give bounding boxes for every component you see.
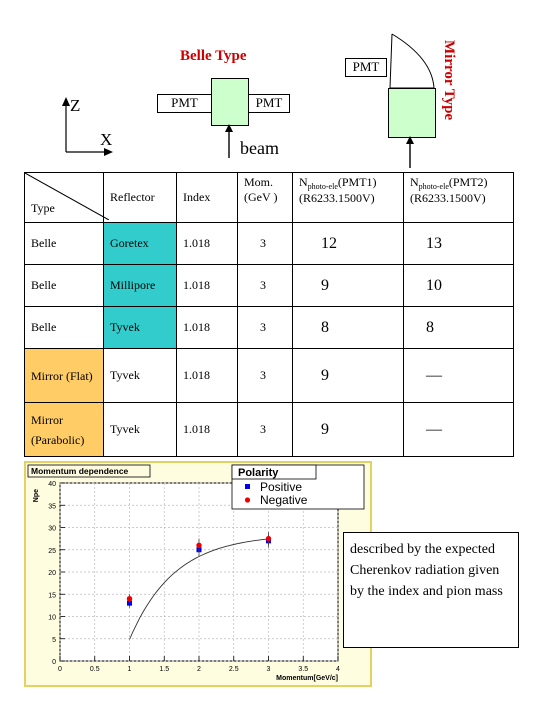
legend-marker-negative (245, 497, 250, 502)
y-tick-label: 35 (48, 503, 56, 511)
cell-index: 1.018 (177, 223, 238, 265)
pmt1-n: N (299, 175, 308, 189)
cell-type: Belle (25, 265, 104, 307)
cell-type: Belle (25, 307, 104, 349)
pmt1-sub: photo-ele (307, 182, 338, 191)
table-row (25, 403, 514, 457)
x-tick-label: 3 (266, 666, 271, 673)
beam-arrow-icon (220, 124, 240, 160)
cell-reflector: Tyvek (104, 403, 177, 457)
axis-x-label: X (100, 130, 113, 149)
note-box: described by the expected Cherenkov radiation given by the index and pion mass (343, 532, 519, 648)
y-tick-label: 0 (52, 659, 56, 666)
beam-label: beam (240, 138, 279, 158)
mirror-curve-icon (388, 28, 438, 92)
pmt2-model: (R6233.1500V) (410, 191, 486, 205)
momentum-chart (24, 461, 372, 687)
y-tick-label: 20 (48, 570, 56, 577)
cell-index: 1.018 (177, 349, 238, 403)
x-tick-label: 0 (58, 666, 62, 673)
x-tick-label: 2 (197, 666, 201, 673)
x-tick-label: 0.5 (89, 666, 100, 673)
header-type (25, 173, 104, 223)
cell-reflector: Tyvek (104, 307, 177, 349)
cell-pmt1: 9 (293, 265, 404, 307)
cell-pmt2: — (404, 403, 514, 457)
legend-label: Positive (260, 480, 303, 494)
table-header-row (25, 173, 514, 223)
mirror-radiator-block (388, 88, 436, 138)
cell-reflector: Goretex (104, 223, 177, 265)
cell-pmt2: 10 (404, 265, 514, 307)
results-table (24, 172, 514, 457)
cell-type: Mirror (Flat) (25, 349, 104, 403)
data-point-negative (127, 596, 132, 601)
x-tick-label: 1.5 (159, 666, 170, 673)
chart-title: Momentum dependence (31, 466, 129, 476)
pmt-label: PMT (255, 95, 283, 110)
pmt-label: PMT (352, 59, 380, 74)
cell-type: Belle (25, 223, 104, 265)
cell-index: 1.018 (177, 307, 238, 349)
cell-pmt1: 8 (293, 307, 404, 349)
table-row (25, 265, 514, 307)
table-row (25, 349, 514, 403)
y-tick-label: 25 (48, 547, 56, 555)
cell-pmt1: 12 (293, 223, 404, 265)
legend-label: Negative (260, 493, 308, 507)
pmt2-tail: (PMT2) (448, 175, 488, 189)
cell-pmt2: 13 (404, 223, 514, 265)
belle-type-title: Belle Type (180, 48, 247, 64)
header-mom: Mom. (GeV ) (238, 173, 293, 223)
pmt-label: PMT (171, 95, 198, 110)
header-pmt1 (293, 173, 404, 223)
data-point-negative (196, 543, 201, 548)
cell-pmt1: 9 (293, 403, 404, 457)
y-axis-label: Npe (33, 489, 40, 503)
legend-title: Polarity (238, 467, 279, 479)
cell-pmt2: 8 (404, 307, 514, 349)
cell-reflector: Tyvek (104, 349, 177, 403)
axis-z-label: Z (70, 96, 81, 115)
header-type-label: Type (31, 201, 55, 215)
cell-pmt1: 9 (293, 349, 404, 403)
cell-index: 1.018 (177, 403, 238, 457)
header-pmt2 (404, 173, 514, 223)
x-tick-label: 1 (127, 666, 132, 673)
y-tick-label: 10 (48, 614, 56, 622)
x-tick-label: 3.5 (298, 666, 309, 673)
belle-pmt-left (157, 94, 212, 113)
y-tick-label: 15 (48, 592, 56, 600)
cell-pmt2: — (404, 349, 514, 403)
pmt2-sub: photo-ele (418, 182, 449, 191)
mirror-type-title: Mirror Type (441, 40, 457, 121)
pmt1-model: (R6233.1500V) (299, 191, 375, 205)
x-tick-label: 2.5 (228, 666, 239, 673)
data-point-negative (266, 536, 271, 541)
header-reflector: Reflector (104, 173, 177, 223)
table-row (25, 223, 514, 265)
cell-mom: 3 (238, 307, 293, 349)
belle-radiator-block (211, 78, 249, 126)
pmt1-tail: (PMT1) (337, 175, 377, 189)
x-axis-label: Momentum[GeV/c] (276, 675, 338, 682)
cell-index: 1.018 (177, 265, 238, 307)
cell-type: Mirror (Parabolic) (25, 403, 104, 457)
legend-marker-positive (245, 484, 250, 489)
x-tick-label: 4 (336, 666, 340, 673)
cell-mom: 3 (238, 349, 293, 403)
mirror-beam-arrow-icon (401, 136, 421, 170)
table-row (25, 307, 514, 349)
mirror-pmt (345, 58, 387, 77)
pmt2-n: N (410, 175, 419, 189)
cell-mom: 3 (238, 403, 293, 457)
y-tick-label: 40 (48, 481, 56, 488)
y-tick-label: 30 (48, 525, 56, 533)
cell-mom: 3 (238, 223, 293, 265)
y-tick-label: 5 (52, 636, 56, 644)
cell-reflector: Millipore (104, 265, 177, 307)
belle-pmt-right (248, 94, 290, 113)
cell-mom: 3 (238, 265, 293, 307)
header-index: Index (177, 173, 238, 223)
chart-svg (26, 463, 370, 685)
